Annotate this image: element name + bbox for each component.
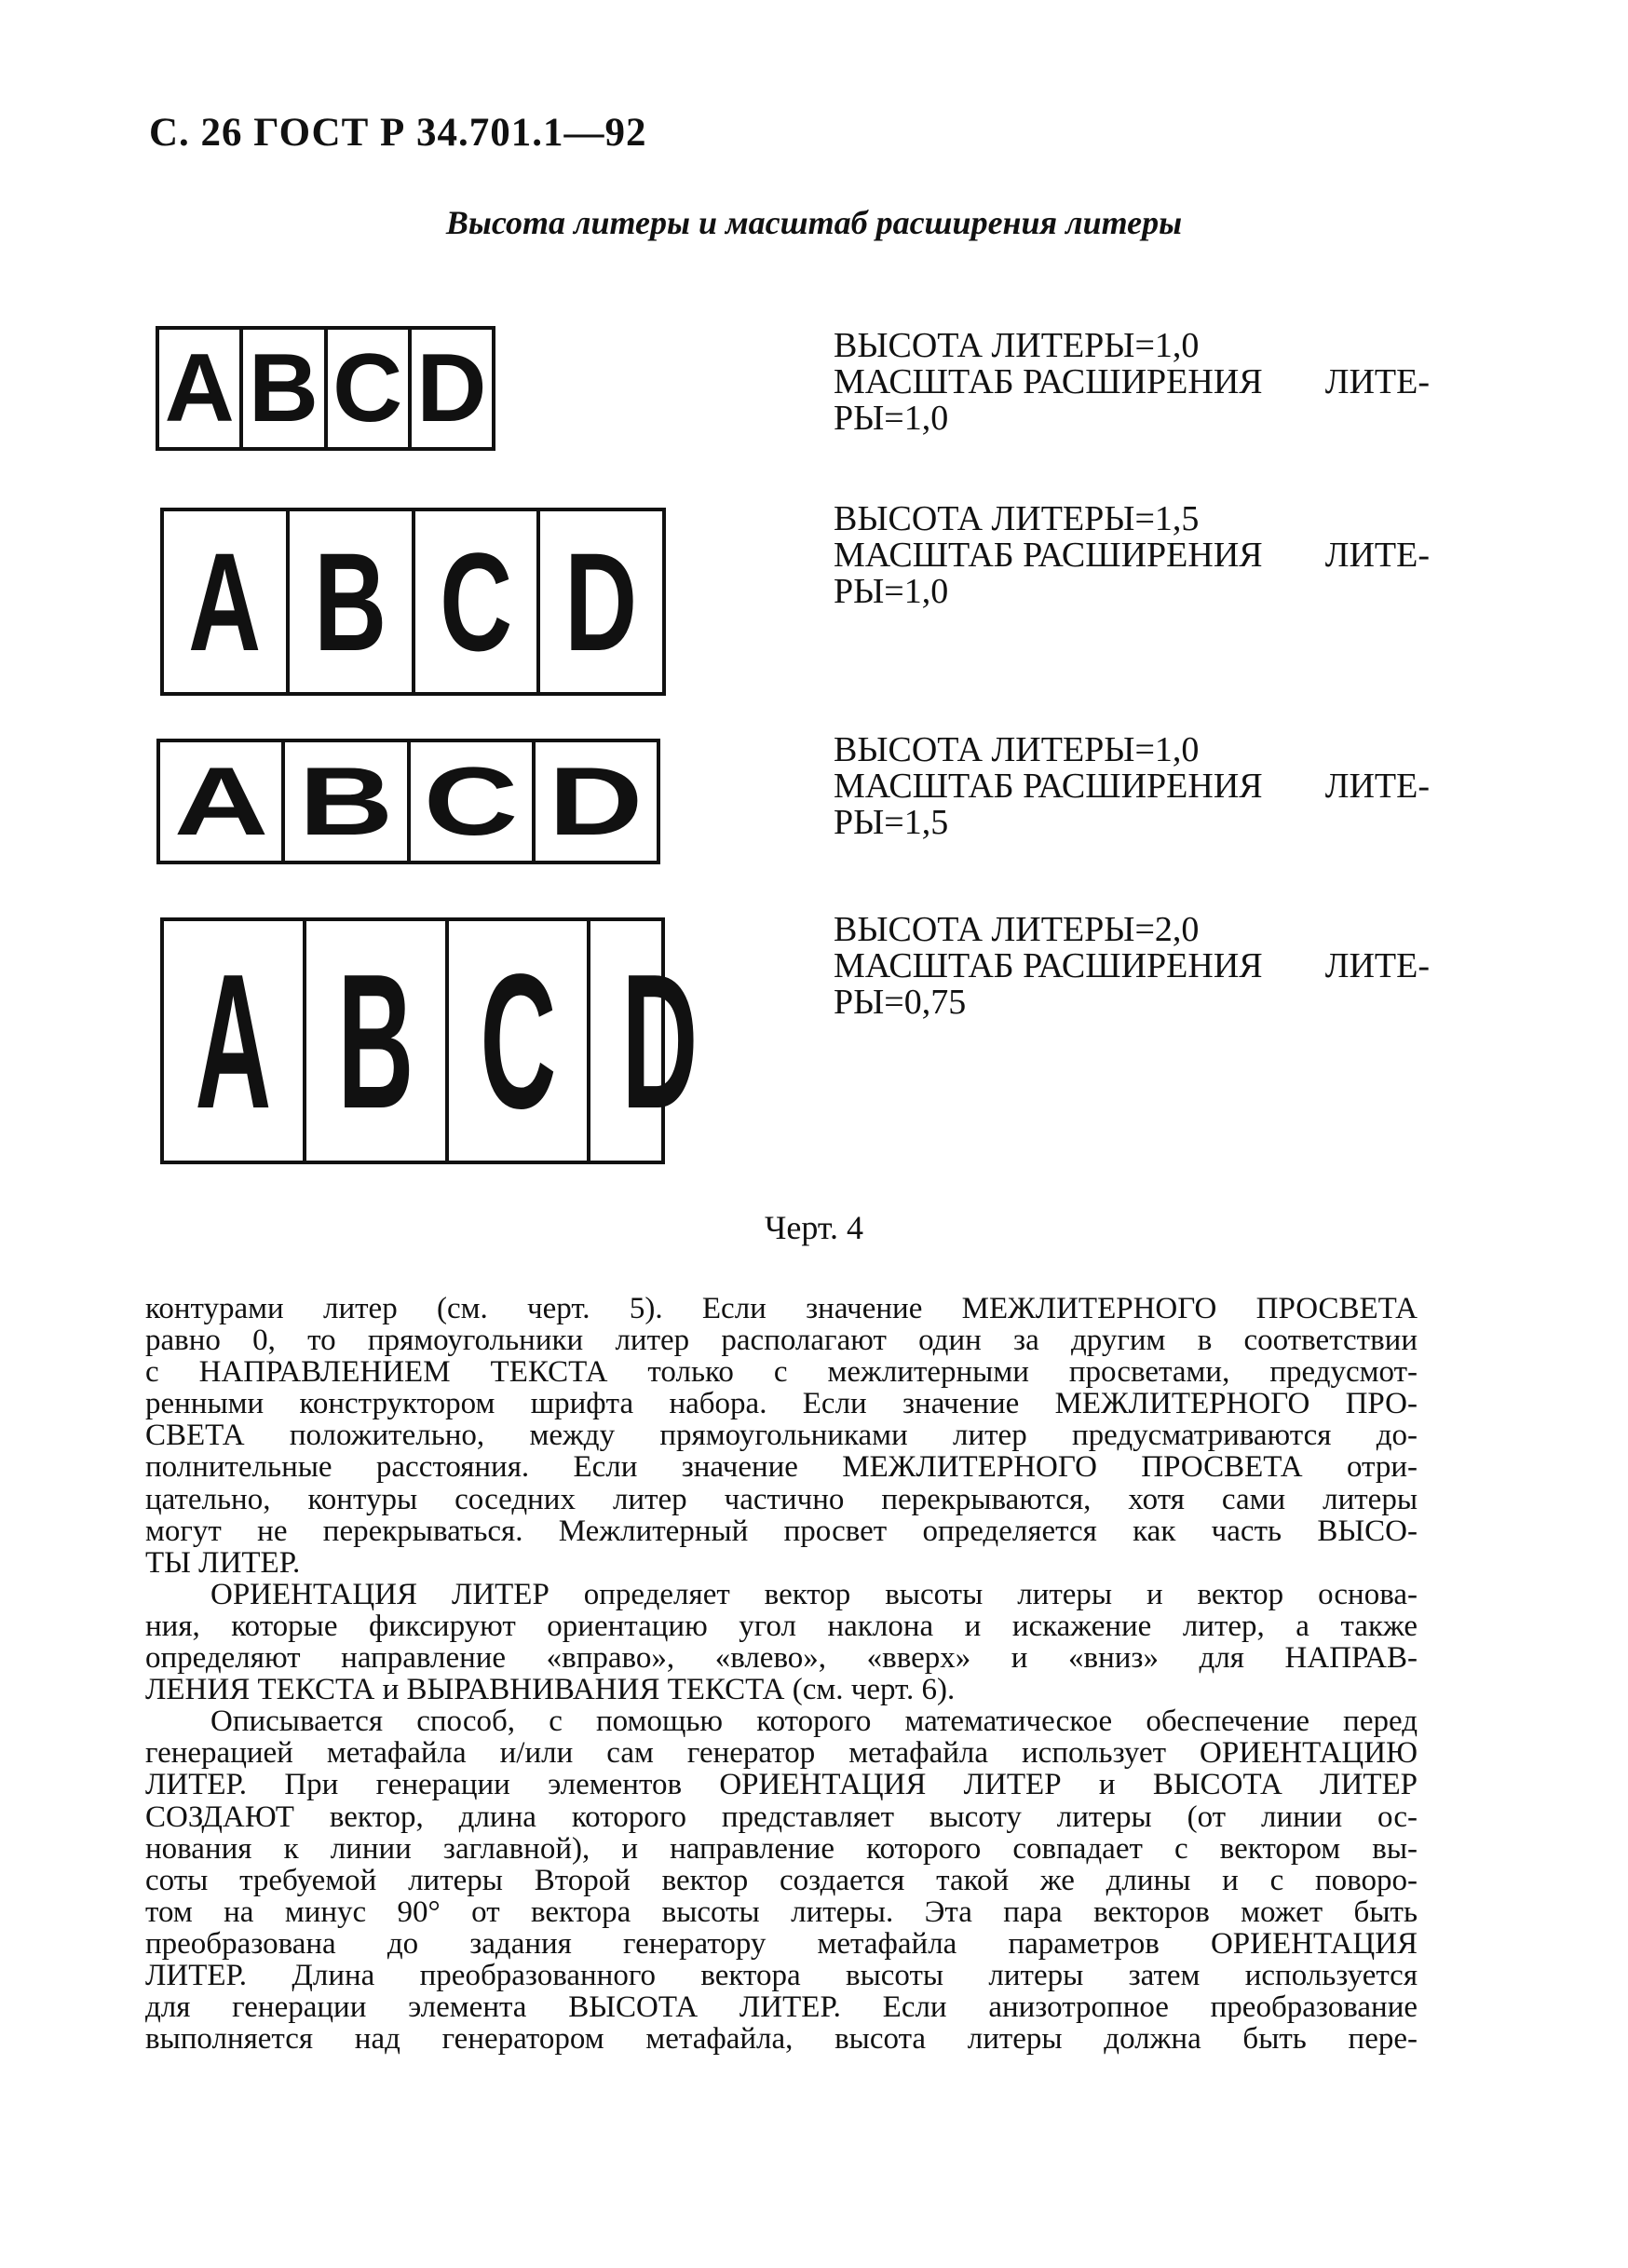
- label-line: ВЫСОТА ЛИТЕРЫ=1,0: [834, 730, 1200, 769]
- letter-cell: [532, 742, 657, 861]
- letter-cell: [407, 742, 532, 861]
- letter-cell: [160, 742, 281, 861]
- letter: C: [480, 933, 556, 1148]
- text-line: равно 0, то прямоугольники литер располагают один за другим в соответствии: [145, 1324, 1418, 1358]
- letter: D: [621, 933, 699, 1148]
- letter-sample-row: [156, 326, 495, 451]
- letter: D: [549, 747, 644, 856]
- text-line: Описывается способ, с помощью которого математическое обеспечение перед: [210, 1704, 1418, 1739]
- letter-cell: [408, 330, 492, 447]
- text-line: преобразована до задания генератору метафайла параметров ОРИЕНТАЦИЯ: [145, 1926, 1418, 1961]
- text-line: ния, которые фиксируют ориентацию угол наклона и искажение литер, а также: [145, 1609, 1418, 1643]
- text-line: том на минус 90° от вектора высоты литеры. Эта пара векторов может быть: [145, 1895, 1418, 1929]
- letter-cell: [286, 511, 412, 692]
- text-line: определяют направление «вправо», «влево», «вверх» и «вниз» для НАПРАВ-: [145, 1641, 1418, 1676]
- sample-label: [834, 732, 1430, 841]
- sample-label: [834, 328, 1430, 437]
- letter-cell: [164, 921, 303, 1161]
- letter-sample-row: [160, 917, 699, 1164]
- label-line: [834, 537, 1430, 574]
- text-line: СВЕТА положительно, между прямоугольниками литер предусматриваются до-: [145, 1419, 1418, 1453]
- text-line: ЛИТЕР. Длина преобразованного вектора высоты литеры затем используется: [145, 1958, 1418, 1992]
- text-line: цательно, контуры соседних литер частично перекрываются, хотя сами литеры: [145, 1482, 1418, 1516]
- text-line: с НАПРАВЛЕНИЕМ ТЕКСТА только с межлитерными просветами, предусмот-: [145, 1355, 1418, 1390]
- text-line: полнительные расстояния. Если значение МЕЖЛИТЕРНОГО ПРОСВЕТА отри-: [145, 1450, 1418, 1485]
- label-line: РЫ=1,5: [834, 803, 949, 842]
- label-line: [834, 364, 1430, 401]
- text-line: генерацией метафайла и/или сам генератор метафайла использует ОРИЕНТАЦИЮ: [145, 1736, 1418, 1771]
- text-line: соты требуемой литеры Второй вектор создается такой же длины и с поворо-: [145, 1863, 1418, 1897]
- label-line: ВЫСОТА ЛИТЕРЫ=1,0: [834, 326, 1200, 365]
- text-line: выполняется над генератором метафайла, высота литеры должна быть пере-: [145, 2022, 1418, 2057]
- body-text: [145, 1293, 1418, 2055]
- sample-label: [834, 912, 1430, 1021]
- label-line: [834, 948, 1430, 985]
- text-line: могут не перекрываться. Межлитерный просвет определяется как часть ВЫСО-: [145, 1514, 1418, 1548]
- label-text: МАСШТАБ РАСШИРЕНИЯ: [834, 946, 1263, 985]
- letter-cell: [587, 921, 729, 1161]
- label-text: МАСШТАБ РАСШИРЕНИЯ: [834, 767, 1263, 806]
- letter: A: [188, 523, 262, 680]
- letter-cell: [412, 511, 537, 692]
- letter: B: [298, 747, 394, 856]
- letter-cell: [536, 511, 662, 692]
- figure-caption: Черт. 4: [765, 1209, 863, 1246]
- label-text: ЛИТЕ-: [1324, 767, 1430, 806]
- letter-cell: [303, 921, 445, 1161]
- text-line: ТЫ ЛИТЕР.: [145, 1545, 301, 1580]
- letter-cell: [281, 742, 406, 861]
- letter: B: [314, 523, 387, 680]
- letter-cell: [159, 330, 239, 447]
- label-text: МАСШТАБ РАСШИРЕНИЯ: [834, 362, 1263, 401]
- sample-label: [834, 501, 1430, 610]
- label-text: МАСШТАБ РАСШИРЕНИЯ: [834, 536, 1263, 575]
- letter-sample-row: [156, 739, 660, 864]
- letter: B: [337, 933, 414, 1148]
- letter: A: [164, 334, 235, 442]
- letter-cell: [164, 511, 286, 692]
- label-line: ВЫСОТА ЛИТЕРЫ=2,0: [834, 910, 1200, 949]
- letter: A: [195, 933, 272, 1148]
- letter: A: [173, 747, 268, 856]
- label-line: РЫ=0,75: [834, 983, 967, 1022]
- label-text: ЛИТЕ-: [1324, 362, 1430, 401]
- text-line: ренными конструктором шрифта набора. Если значение МЕЖЛИТЕРНОГО ПРО-: [145, 1387, 1418, 1421]
- text-line: ОРИЕНТАЦИЯ ЛИТЕР определяет вектор высоты литеры и вектор основа-: [210, 1577, 1418, 1611]
- letter: D: [416, 334, 487, 442]
- text-line: ЛИТЕР. При генерации элементов ОРИЕНТАЦИЯ ЛИТЕР и ВЫСОТА ЛИТЕР: [145, 1768, 1418, 1802]
- letter-cell: [239, 330, 323, 447]
- text-line: нования к линии заглавной), и направление которого совпадает с вектором вы-: [145, 1831, 1418, 1866]
- letter: C: [332, 334, 403, 442]
- label-text: ЛИТЕ-: [1324, 946, 1430, 985]
- label-text: ЛИТЕ-: [1324, 536, 1430, 575]
- label-line: РЫ=1,0: [834, 399, 949, 438]
- letter: B: [248, 334, 319, 442]
- text-line: ЛЕНИЯ ТЕКСТА и ВЫРАВНИВАНИЯ ТЕКСТА (см. черт. 6).: [145, 1673, 956, 1707]
- letter: D: [564, 523, 638, 680]
- letter-cell: [445, 921, 588, 1161]
- letter-cell: [324, 330, 408, 447]
- page-header: С. 26 ГОСТ Р 34.701.1—92: [149, 111, 647, 155]
- letter: C: [423, 747, 519, 856]
- letter: C: [439, 523, 512, 680]
- text-line: для генерации элемента ВЫСОТА ЛИТЕР. Если анизотропное преобразование: [145, 1990, 1418, 2025]
- label-line: [834, 768, 1430, 805]
- figure-title: Высота литеры и масштаб расширения литеры: [445, 204, 1183, 241]
- text-line: СОЗДАЮТ вектор, длина которого представляет высоту литеры (от линии ос-: [145, 1799, 1418, 1834]
- letter-sample-row: [160, 508, 666, 696]
- label-line: РЫ=1,0: [834, 572, 949, 611]
- text-line: контурами литер (см. черт. 5). Если значение МЕЖЛИТЕРНОГО ПРОСВЕТА: [145, 1292, 1418, 1325]
- label-line: ВЫСОТА ЛИТЕРЫ=1,5: [834, 499, 1200, 538]
